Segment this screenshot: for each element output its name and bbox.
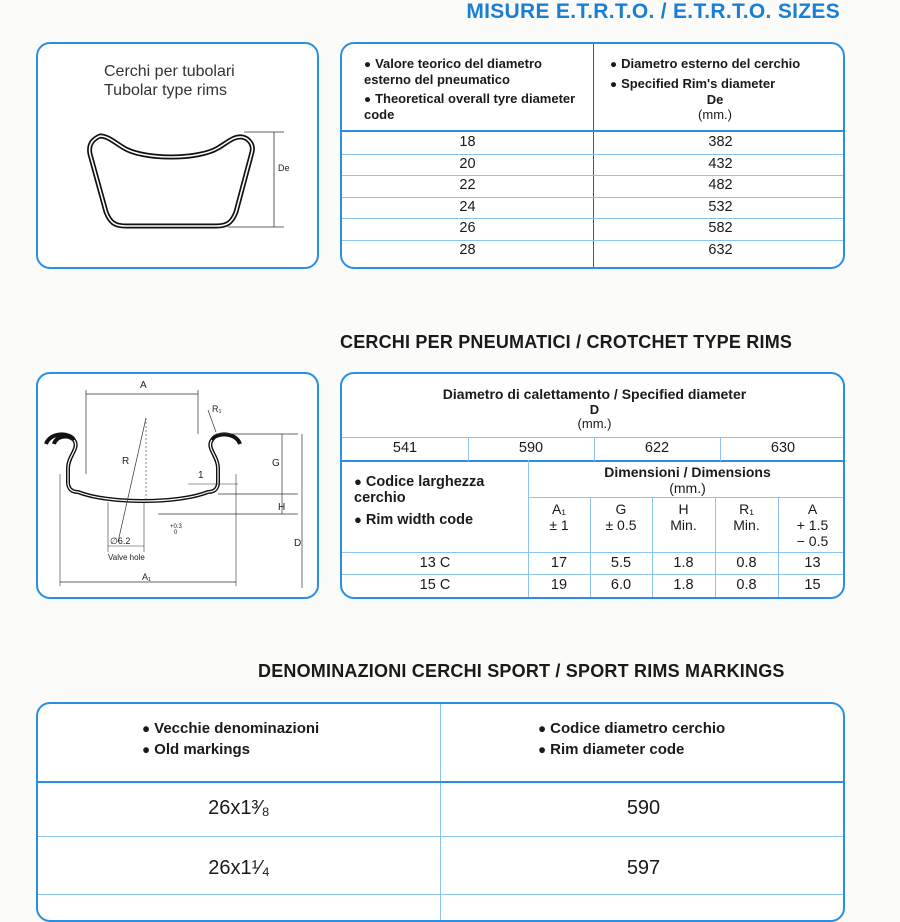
dim-g-label: G xyxy=(272,458,280,469)
tubolar-rim-diagram xyxy=(38,44,319,269)
rim-width-code-it: ● Codice larghezza cerchio xyxy=(354,474,524,506)
etrto-col1-it: ● Valore teorico del diametro esterno del pneumatico xyxy=(364,56,584,87)
dim-value-cell: 0.8 xyxy=(736,577,757,593)
etrto-col2-sym: De xyxy=(706,92,724,107)
etrto-row-code: 18 xyxy=(459,134,476,150)
dim-value-cell: 17 xyxy=(550,555,568,571)
valve-tol-label: +0.3 xyxy=(170,524,182,530)
crotchet-table xyxy=(340,372,845,599)
dim-col-header xyxy=(590,501,652,533)
etrto-row-code: 20 xyxy=(459,155,476,172)
tubolar-dim-label: De xyxy=(278,163,290,173)
valve-tol-zero: 0 xyxy=(174,530,178,536)
dim-col-tol: Min. xyxy=(670,517,697,533)
sport-col1-it: ● Vecchie denominazioni xyxy=(142,718,319,739)
dim-value-cell: 6.0 xyxy=(610,577,632,593)
valve-dia-label: ∅6.2 xyxy=(110,536,131,546)
etrto-col2-en: ● Specified Rim's diameter xyxy=(610,76,840,92)
crotchet-title: CERCHI PER PNEUMATICI / CROTCHET TYPE RIMS xyxy=(340,332,793,352)
etrto-table xyxy=(340,42,845,269)
sport-row-old: 26x1³⁄₈ xyxy=(208,797,270,819)
crotchet-rim-diagram xyxy=(38,374,319,599)
diameter-622: 622 xyxy=(644,440,670,456)
tubolar-label-en: Tubolar type rims xyxy=(104,82,227,99)
etrto-col2-header xyxy=(610,56,840,122)
dim-value-cell: 0.8 xyxy=(736,555,757,571)
dim-col-header xyxy=(652,501,715,533)
etrto-row-diameter: 582 xyxy=(708,220,733,237)
etrto-row-diameter: 632 xyxy=(708,242,733,258)
dim-col-name: H xyxy=(678,501,689,517)
dim-col-tol: + 1.5 xyxy=(796,517,829,533)
dim-a-label: A xyxy=(140,380,147,391)
diameter-590: 590 xyxy=(518,440,544,456)
etrto-row-code: 28 xyxy=(459,242,476,258)
dim-r-label: R xyxy=(122,456,130,467)
etrto-row-diameter: 382 xyxy=(708,134,733,150)
valve-hole-label: Valve hole xyxy=(108,553,145,562)
sport-col2-en: ● Rim diameter code xyxy=(538,739,725,760)
rim-code-cell: 15 C xyxy=(419,577,451,593)
rim-code-cell: 13 C xyxy=(419,555,451,571)
etrto-col1-en: ● Theoretical overall tyre diameter code xyxy=(364,91,584,122)
dim-value-cell: 1.8 xyxy=(673,555,694,571)
dim-value-cell: 15 xyxy=(804,577,821,593)
etrto-row-diameter: 532 xyxy=(708,198,733,215)
sport-table xyxy=(36,702,845,922)
sport-row-code: 590 xyxy=(626,797,661,819)
dim-col-name: A₁ xyxy=(551,501,567,517)
crotchet-header: Diametro di calettamento / Specified diameter xyxy=(442,386,747,402)
etrto-row-code: 26 xyxy=(459,220,476,237)
etrto-row-code: 22 xyxy=(459,177,476,194)
etrto-row-diameter: 482 xyxy=(708,177,733,194)
dim-d-label: D xyxy=(294,538,302,549)
etrto-col1-header xyxy=(364,56,584,122)
tubolar-label-it: Cerchi per tubolari xyxy=(104,63,235,80)
dim-value-cell: 5.5 xyxy=(610,555,632,571)
dim-value-cell: 1.8 xyxy=(673,577,694,593)
sport-col1-en: ● Old markings xyxy=(142,739,319,760)
dim-col-header xyxy=(528,501,590,533)
crotchet-header-sym: D xyxy=(589,402,600,417)
tubolar-rim-panel xyxy=(36,42,319,269)
dim-a1-label: A₁ xyxy=(142,572,152,582)
dim-col-tol: ± 1 xyxy=(549,517,569,533)
sport-row-old: 26x1¹⁄₄ xyxy=(208,857,270,879)
etrto-row-diameter: 432 xyxy=(708,155,733,172)
dim-col-name: G xyxy=(615,501,627,517)
dimensions-unit: (mm.) xyxy=(669,480,706,496)
dim-col-tol: Min. xyxy=(733,517,760,533)
dim-col-name: R₁ xyxy=(739,501,754,517)
dim-col-name: A xyxy=(807,501,818,517)
sport-title: DENOMINAZIONI CERCHI SPORT / SPORT RIMS MARKINGS xyxy=(258,661,785,681)
crotchet-rim-panel xyxy=(36,372,319,599)
dim-value-cell: 13 xyxy=(804,555,821,571)
etrto-col2-it: ● Diametro esterno del cerchio xyxy=(610,56,840,72)
diameter-630: 630 xyxy=(770,440,796,456)
rim-width-code-en: ● Rim width code xyxy=(354,512,524,528)
sport-row-code: 597 xyxy=(626,857,661,879)
dim-col-tol: ± 0.5 xyxy=(605,517,637,533)
etrto-col2-unit: (mm.) xyxy=(698,107,732,122)
etrto-row-code: 24 xyxy=(459,198,476,215)
sport-col2-it: ● Codice diametro cerchio xyxy=(538,718,725,739)
dim-value-cell: 19 xyxy=(550,577,568,593)
etrto-sizes-title: MISURE E.T.R.T.O. / E.T.R.T.O. SIZES xyxy=(466,0,840,23)
tubolar-rim-profile xyxy=(90,136,253,226)
dim-r1-label: R₁ xyxy=(212,404,222,414)
dim-col-header xyxy=(715,501,778,533)
crotchet-header-unit: (mm.) xyxy=(577,416,612,431)
dim-h-label: H xyxy=(278,502,286,513)
diameter-541: 541 xyxy=(392,440,418,456)
dim-one-label: 1 xyxy=(198,470,204,481)
dim-col-header xyxy=(778,501,845,549)
dim-col-tol2: − 0.5 xyxy=(796,533,829,549)
dimensions-header: Dimensioni / Dimensions xyxy=(604,464,771,480)
